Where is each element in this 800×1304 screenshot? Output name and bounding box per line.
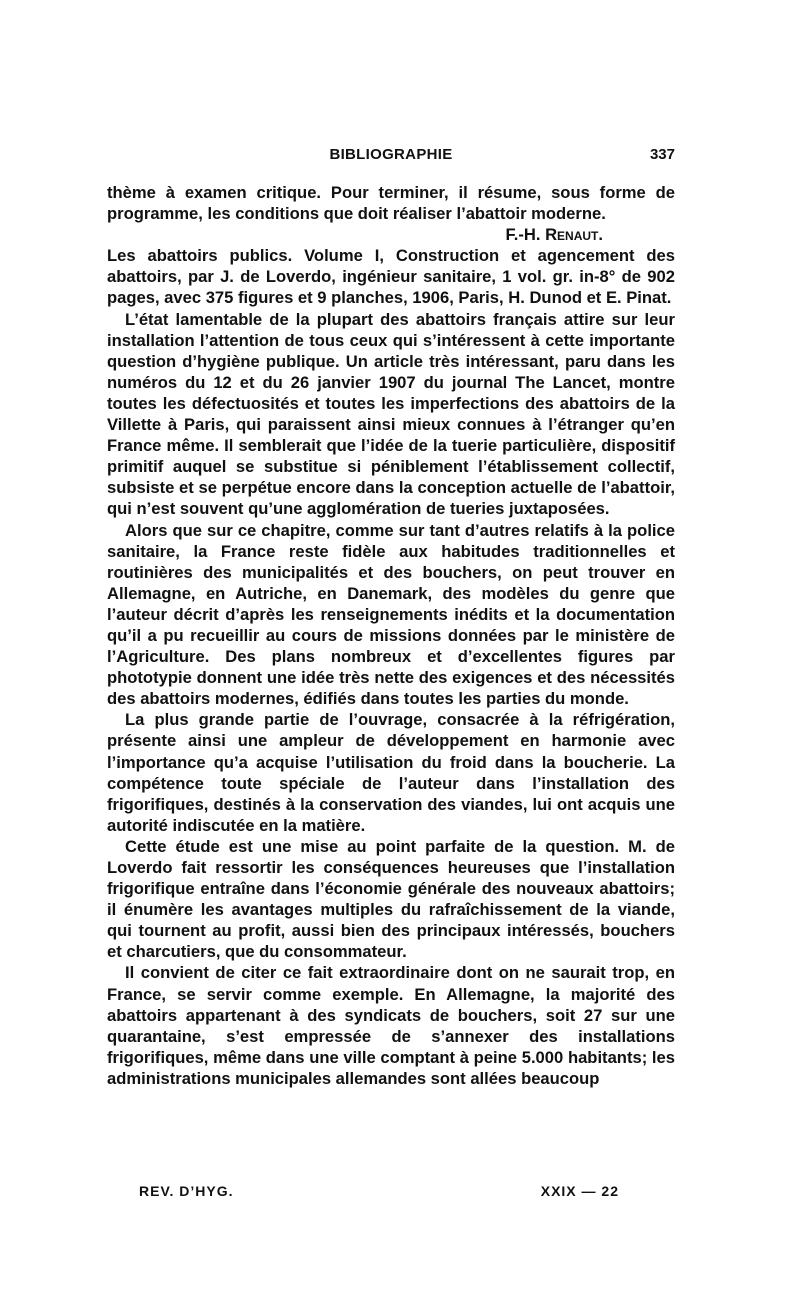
body-text (107, 182, 675, 1089)
preceding-review-end: thème à examen critique. Pour terminer, il résume, sous forme de programme, les conditions que doit réaliser l’abattoir moderne. (107, 183, 675, 224)
volume-signature: XXIX — 22 (540, 1183, 619, 1199)
review-paragraph-1: L’état lamentable de la plupart des abattoirs français attire sur leur installation l’attention de tous ceux qui s’intéressent à cette importante question d’hygiène publique. Un article très intéressant, paru dans les numéros du 12 et du 26 janvier 1907 du journal The Lancet, montre toutes les défectuosités et toutes les imperfections des abattoirs de la Villette à Paris, qui paraissent ainsi mieux connues à l’étranger qu’en France même. Il semblerait que l’idée de la tuerie particulière, dispositif primitif auquel se substitue si péniblement l’établissement collectif, subsiste et se perpétue encore dans la conception actuelle de l’abattoir, qui n’est souvent qu’une agglomération de tueries juxtaposées. (107, 309, 675, 519)
running-title: BIBLIOGRAPHIE (329, 146, 453, 163)
review-paragraph-2: Alors que sur ce chapitre, comme sur tant d’autres relatifs à la police sanitaire, la France reste fidèle aux habitudes traditionnelles et routinières des municipalités et des bouchers, on peut trouver en Allemagne, en Autriche, en Danemark, des modèles du genre que l’auteur décrit d’après les renseignements inédits et la documentation qu’il a pu recueillir au cours de missions données par le ministère de l’Agriculture. Des plans nombreux et d’excellentes figures par phototypie donnent une idée très nette des exigences et des nécessités des abattoirs modernes, édifiés dans toutes les parties du monde. (107, 520, 675, 709)
review-paragraph-4: Cette étude est une mise au point parfaite de la question. M. de Loverdo fait ressortir les conséquences heureuses que l’installation frigorifique entraîne dans l’économie générale des nouveaux abattoirs; il énumère les avantages multiples du rafraîchissement de la viande, qui tournent au profit, aussi bien des principaux intéressés, bouchers et charcutiers, que du consommateur. (107, 836, 675, 962)
review-paragraph-5: Il convient de citer ce fait extraordinaire dont on ne saurait trop, en France, se servir comme exemple. En Allemagne, la majorité des abattoirs appartenant à des syndicats de bouchers, soit 27 sur une quarantaine, s’est empressée de s’annexer des installations frigorifiques, même dans une ville comptant à peine 5.000 habitants; les administrations municipales allemandes sont allées beaucoup (107, 963, 675, 1088)
running-head (107, 140, 675, 170)
page-number: 337 (649, 146, 675, 163)
review-heading: Les abattoirs publics. Volume I, Construction et agencement des abattoirs, par J. de Loverdo, ingénieur sanitaire, 1 vol. gr. in-8° de 902 pages, avec 375 figures et 9 planches, 1906, Paris, H. Dunod et E. Pinat. (107, 246, 675, 308)
review-paragraph-3: La plus grande partie de l’ouvrage, consacrée à la réfrigération, présente ainsi une ampleur de développement en harmonie avec l’importance qu’a acquise l’utilisation du froid dans la boucherie. La compétence toute spéciale de l’auteur dans l’installation des frigorifiques, destinés à la conservation des viandes, lui ont acquis une autorité indiscutée en la matière. (107, 710, 675, 835)
reviewer-signature: F.-H. Renaut. (505, 225, 603, 245)
page-body (107, 140, 675, 1089)
journal-signature: REV. D’HYG. (139, 1183, 234, 1199)
